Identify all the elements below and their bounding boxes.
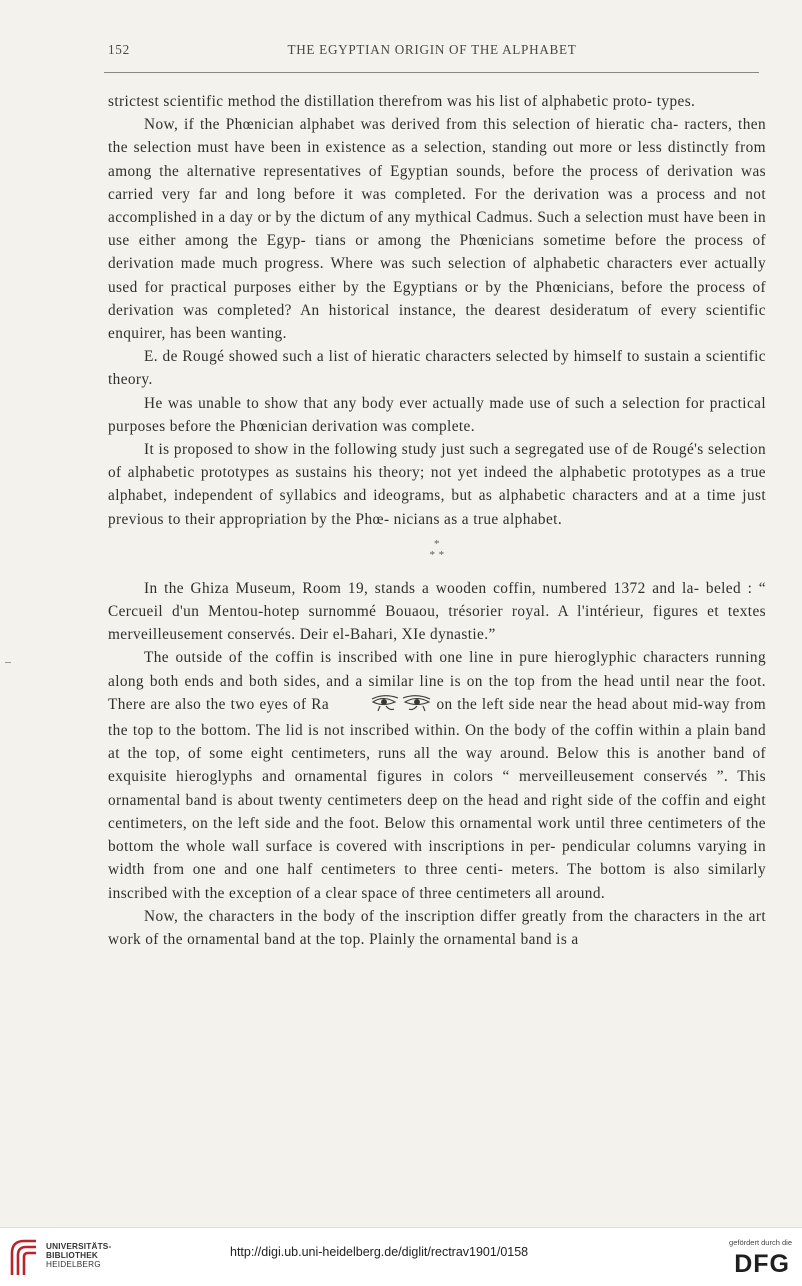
coffin-outside-text-end: on the left side near the head about mid-way from the top to the bottom. The lid is not inscribed within. On the body of the coffin within a plain band at the top, of some eight centimeters, runs all the way around. Below this is another band of exquisite hieroglyphs and ornamental figures in colors “ merveilleusement conservés ”. This ornamental band is about twenty centimeters deep on the head and right side of the coffin and eight centimeters, on the left side and the foot. Below this ornamental work until three centimeters of the bottom the whole wall surface is covered with inscriptions in per- pendicular columns varying in width from one and one half centimeters to three centi- meters. The bottom is also similarly inscribed with the exception of a clear space of three centimeters all around.: [108, 695, 766, 902]
coffin-outside-text-start: The outside of the coffin is inscribed with one line in pure hieroglyphic characters running along both ends and both sides, and a similar line is on the top from the head until near the foot. There are also the two eyes of Ra: [108, 649, 766, 713]
running-title: THE EGYPTIAN ORIGIN OF THE ALPHABET: [287, 42, 577, 57]
source-url-link[interactable]: http://digi.ub.uni-heidelberg.de/diglit/rectrav1901/0158: [230, 1245, 529, 1259]
footer-bar: [0, 1227, 802, 1286]
scan-margin-mark: [5, 662, 11, 663]
library-name: [46, 1242, 111, 1269]
university-library-logo-icon: [8, 1237, 40, 1277]
asterism-top: *: [434, 537, 440, 550]
library-name-line-3: HEIDELBERG: [46, 1260, 101, 1269]
asterism-bottom: * *: [429, 548, 445, 561]
library-name-line-1: UNIVERSITÄTS-: [46, 1242, 112, 1251]
paragraph-ghiza-museum: In the Ghiza Museum, Room 19, stands a wooden coffin, numbered 1372 and la- beled : “ Cercueil d'un Mentou-hotep surnommé Bouaou, trésorier royal. A l'intérieur, figures et textes merveilleusement conservés. Deir el-Bahari, XIe dynastie.”: [108, 579, 766, 644]
paragraph-phoenician-selection: Now, if the Phœnician alphabet was derived from this selection of hieratic cha- racters, then the selection must have been in existence as a selection, standing out more or less distinctly from among the alternative representatives of Egyptian sounds, before the process of derivation was carried very far and long before it was completed. For the derivation was a process and not accomplished in a day or by the dictum of any mythical Cadmus. Such a selection must have been in use either among the Egyp- tians or among the Phœnicians sometime before the process of derivation made much progress. Where was such selection of alphabetic characters ever actually used for practical purposes either by the Egyptians or by the Phœnicians, before the process of derivation was completed? An historical instance, the dearest desideratum of every scientific enquirer, has been wanting.: [108, 116, 766, 343]
dfg-logo: DFG: [734, 1250, 790, 1278]
running-head: [108, 42, 756, 64]
asterism: [108, 531, 766, 577]
paragraph-proposed-study: It is proposed to show in the following study just such a segregated use of de Rougé's selection of alphabetic prototypes as sustains his theory; not yet indeed the alphabetic prototypes as a true alphabet, independent of syllabics and ideograms, but as alphabetic characters and at a time just previous to their appropriation by the Phœ- nicians as a true alphabet.: [108, 441, 766, 528]
paragraph-unable-to-show: He was unable to show that any body ever actually made use of such a selection for practical purposes before the Phœnician derivation was complete.: [108, 394, 766, 435]
paragraph-characters-differ: Now, the characters in the body of the inscription differ greatly from the characters in the art work of the ornamental band at the top. Plainly the ornamental band is a: [108, 907, 766, 948]
paragraph-de-rouge: E. de Rougé showed such a list of hieratic characters selected by himself to sustain a scientific theory.: [108, 348, 766, 389]
library-name-line-2: BIBLIOTHEK: [46, 1251, 99, 1260]
eyes-of-ra-glyphs: [334, 694, 432, 719]
page-number: 152: [108, 42, 130, 57]
eye-of-ra-icon: [370, 694, 432, 712]
funding-caption: gefördert durch die: [729, 1238, 792, 1247]
paragraph-coffin-outside: [108, 646, 766, 904]
body-text: [108, 90, 766, 951]
header-divider: [104, 72, 759, 73]
paragraph-continuation: strictest scientific method the distillation therefrom was his list of alphabetic proto- types.: [108, 93, 696, 110]
